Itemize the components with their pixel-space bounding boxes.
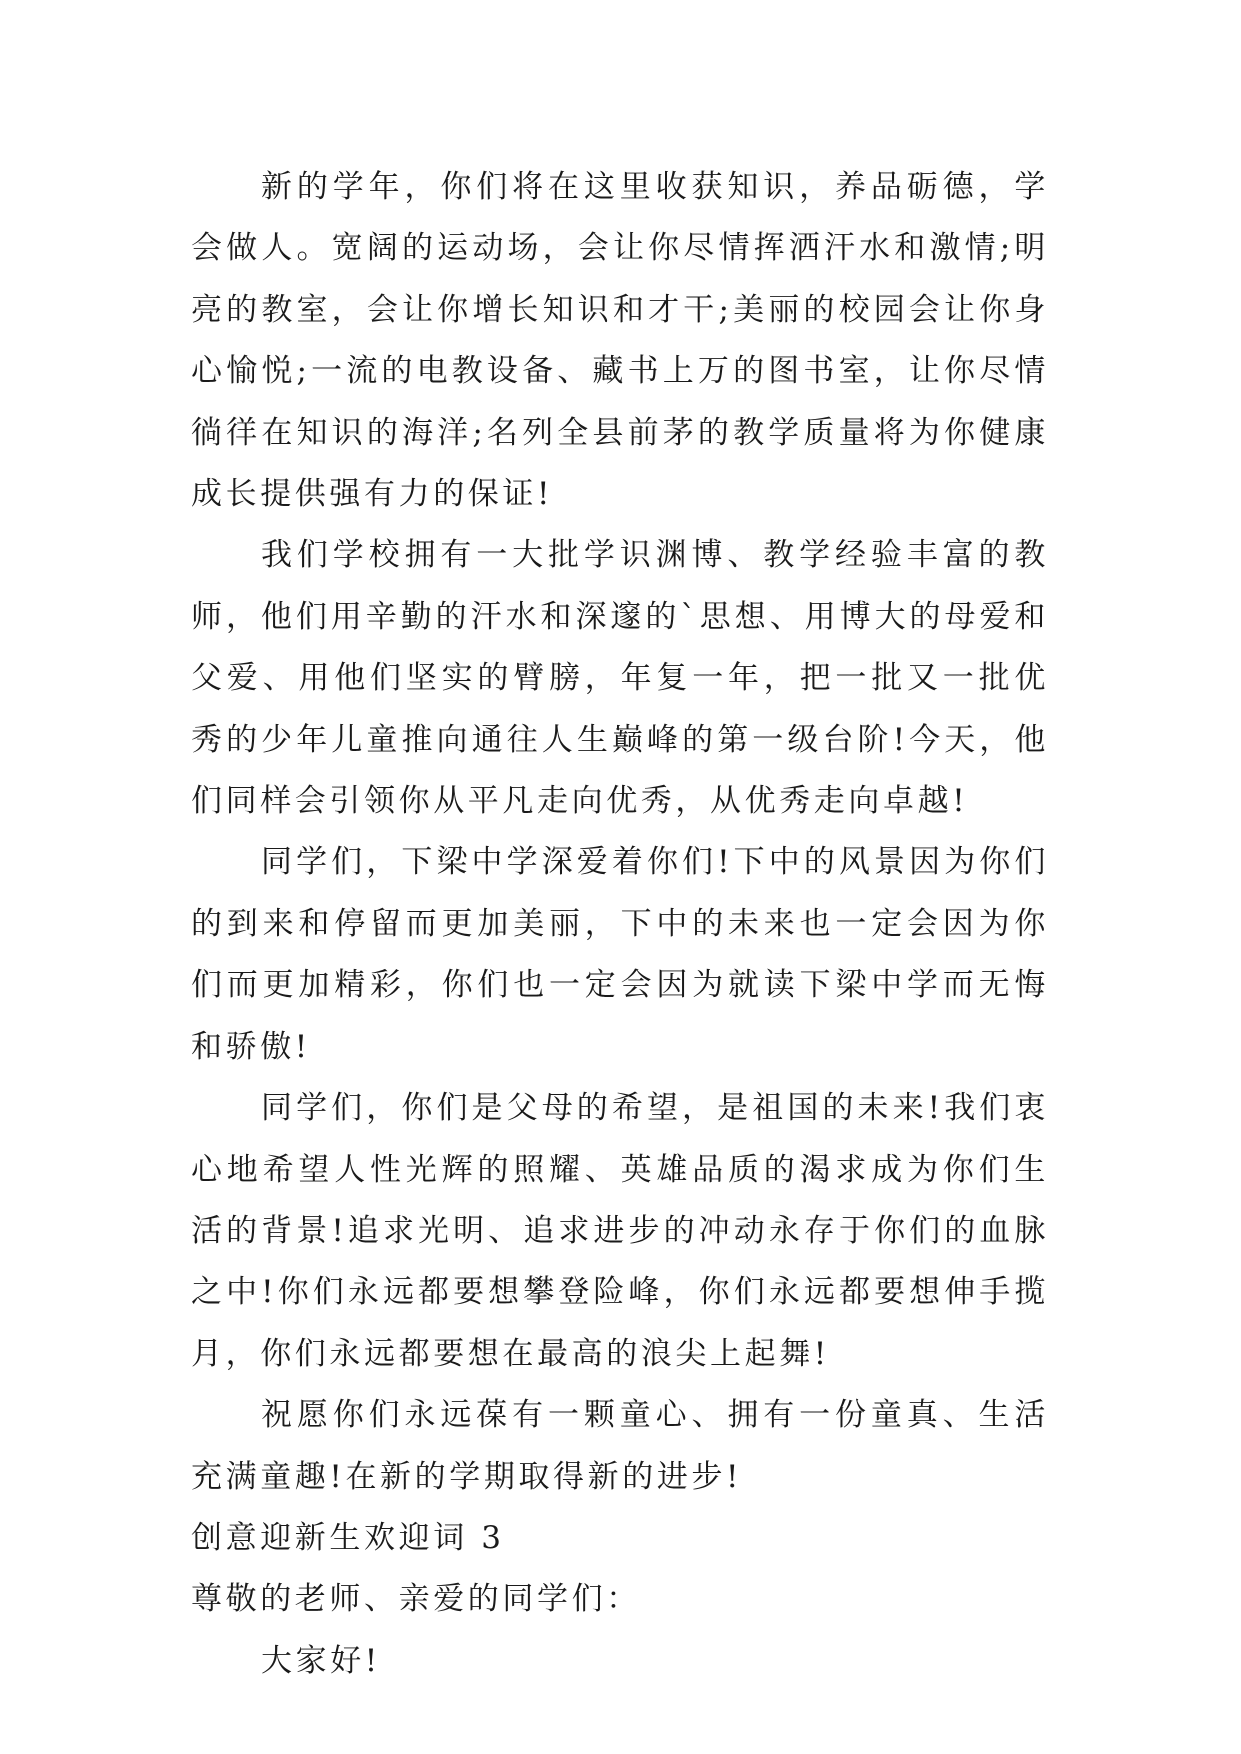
paragraph-hope: 同学们，你们是父母的希望，是祖国的未来!我们衷心地希望人性光辉的照耀、英雄品质的渴求成为你们生活的背景!追求光明、追求进步的冲动永存于你们的血脉之中!你们永远都要想攀登险峰，你们永远都要想伸手揽月，你们永远都要想在最高的浪尖上起舞! xyxy=(191,1090,1049,1372)
section-title: 创意迎新生欢迎词 3 xyxy=(191,1519,505,1556)
paragraph-wishes: 祝愿你们永远葆有一颗童心、拥有一份童真、生活充满童趣!在新的学期取得新的进步! xyxy=(191,1397,1049,1495)
document-body xyxy=(191,157,1049,1692)
paragraph-school-love: 同学们，下梁中学深爱着你们!下中的风景因为你们的到来和停留而更加美丽，下中的未来也一定会因为你们而更加精彩，你们也一定会因为就读下梁中学而无悔和骄傲! xyxy=(191,844,1049,1065)
salutation: 尊敬的老师、亲爱的同学们： xyxy=(191,1581,641,1618)
paragraph-new-school-year: 新的学年，你们将在这里收获知识，养品砺德，学会做人。宽阔的运动场，会让你尽情挥洒汗水和激情;明亮的教室，会让你增长知识和才干;美丽的校园会让你身心愉悦;一流的电教设备、藏书上万的图书室，让你尽情徜徉在知识的海洋;名列全县前茅的教学质量将为你健康成长提供强有力的保证! xyxy=(191,169,1049,513)
paragraph-teachers: 我们学校拥有一大批学识渊博、教学经验丰富的教师，他们用辛勤的汗水和深邃的`思想、用博大的母爱和父爱、用他们坚实的臂膀，年复一年，把一批又一批优秀的少年儿童推向通往人生巅峰的第一级台阶!今天，他们同样会引领你从平凡走向优秀，从优秀走向卓越! xyxy=(191,537,1049,820)
greeting: 大家好! xyxy=(261,1642,381,1679)
